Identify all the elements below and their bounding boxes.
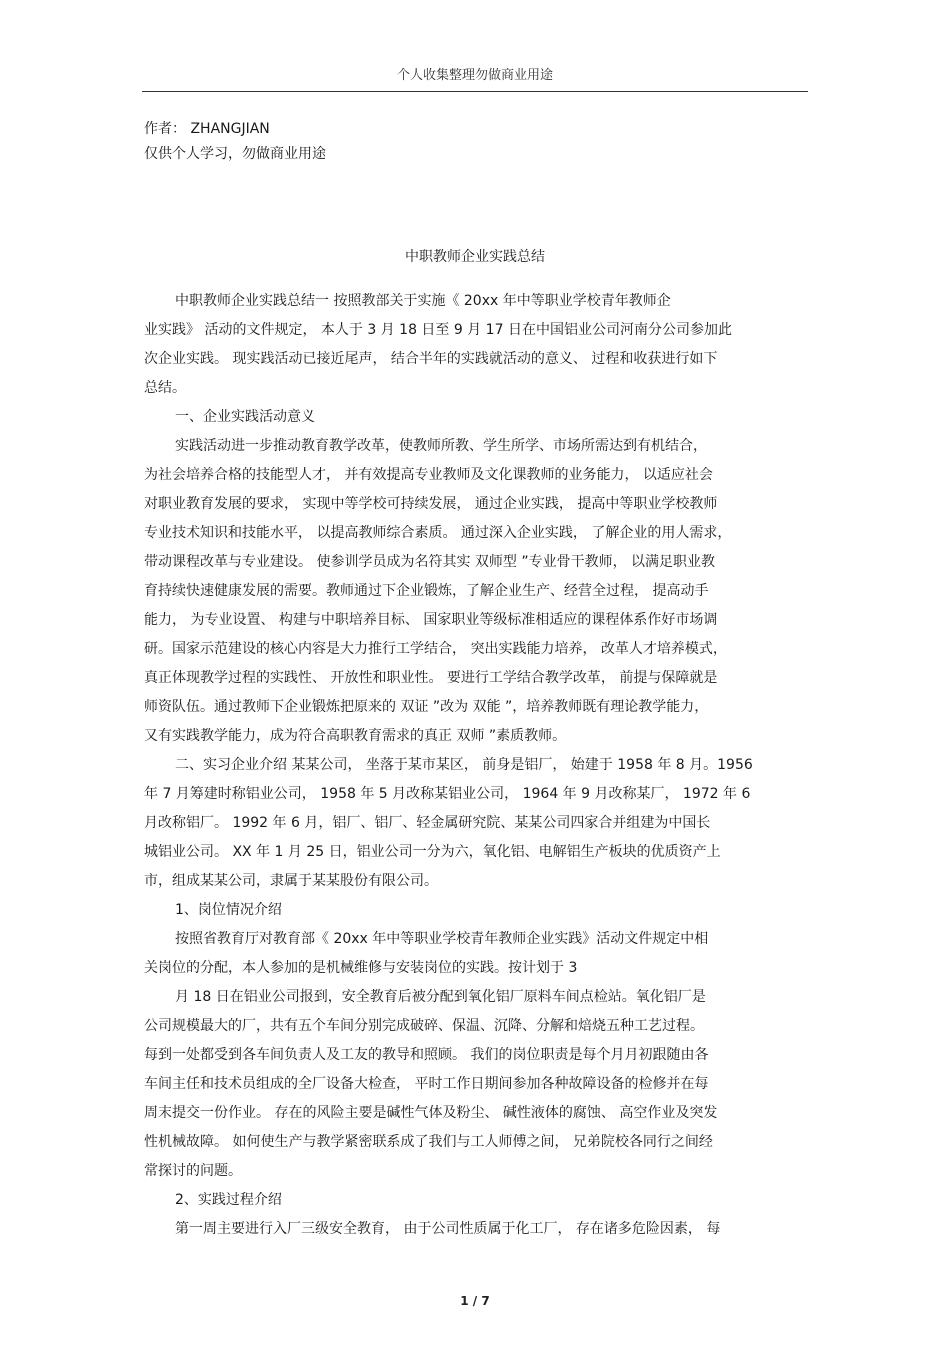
body-line: 车间主任和技术员组成的全厂设备大检查， 平时工作日期间参加各种故障设备的检修并在每 xyxy=(144,1076,709,1092)
body-line: 每到一处都受到各车间负责人及工友的教导和照顾。 我们的岗位职责是每个月月初跟随由各 xyxy=(144,1047,709,1063)
body-line: 城铝业公司。 XX 年 1 月 25 日，铝业公司一分为六，氧化铝、电解铝生产板块的优质资产上 xyxy=(144,844,721,860)
body-line: 业实践》 活动的文件规定， 本人于 3 月 18 日至 9 月 17 日在中国铝业公司河南分公司参加此 xyxy=(144,322,732,338)
author-line: 作者： ZHANGJIAN xyxy=(144,121,270,137)
body-line: 实践活动进一步推动教育教学改革，使教师所教、学生所学、市场所需达到有机结合， xyxy=(175,438,707,454)
body-line: 带动课程改革与专业建设。 使参训学员成为名符其实 双师型 ”专业骨干教师， 以满足职业教 xyxy=(144,554,716,570)
body-line: 第一周主要进行入厂三级安全教育， 由于公司性质属于化工厂， 存在诸多危险因素， 每 xyxy=(175,1221,721,1237)
subsection-heading: 2、实践过程介绍 xyxy=(175,1192,282,1208)
usage-note: 仅供个人学习，勿做商业用途 xyxy=(144,146,326,162)
section-heading: 二、实习企业介绍 某某公司， 坐落于某市某区， 前身是铝厂， 始建于 1958 年 8 月。1956 xyxy=(175,757,753,773)
body-line: 按照省教育厅对教育部《 20xx 年中等职业学校青年教师企业实践》活动文件规定中相 xyxy=(175,931,709,947)
body-line: 为社会培养合格的技能型人才， 并有效提高专业教师及文化课教师的业务能力， 以适应社会 xyxy=(144,467,713,483)
body-line: 师资队伍。通过教师下企业锻炼把原来的 双证 ”改为 双能 ”，培养教师既有理论教学能力， xyxy=(144,699,709,715)
document-body xyxy=(144,287,810,1244)
page-header: 个人收集整理勿做商业用途 xyxy=(396,68,553,83)
body-line: 又有实践教学能力，成为符合高职教育需求的真正 双师 ”素质教师。 xyxy=(144,728,567,744)
subsection-heading: 1、岗位情况介绍 xyxy=(175,902,282,918)
body-line: 性机械故障。 如何使生产与教学紧密联系成了我们与工人师傅之间， 兄弟院校各同行之间经 xyxy=(144,1134,713,1150)
header-divider xyxy=(142,91,808,92)
body-line: 市，组成某某公司，隶属于某某股份有限公司。 xyxy=(144,873,438,889)
body-line: 月改称铝厂。 1992 年 6 月，铝厂、铝厂、轻金属研究院、某某公司四家合并组建为中国长 xyxy=(144,815,711,831)
page-number: 1 / 7 xyxy=(460,1294,490,1308)
body-line: 周末提交一份作业。 存在的风险主要是碱性气体及粉尘、 碱性液体的腐蚀、 高空作业及突发 xyxy=(144,1105,718,1121)
body-line: 次企业实践。 现实践活动已接近尾声， 结合半年的实践就活动的意义、 过程和收获进行如下 xyxy=(144,351,718,367)
body-line: 月 18 日在铝业公司报到，安全教育后被分配到氧化铝厂原料车间点检站。氧化铝厂是 xyxy=(175,989,706,1005)
body-line: 研。国家示范建设的核心内容是大力推行工学结合， 突出实践能力培养， 改革人才培养模式， xyxy=(144,641,727,657)
body-line: 真正体现教学过程的实践性、 开放性和职业性。 要进行工学结合教学改革， 前提与保障就是 xyxy=(144,670,718,686)
body-line: 公司规模最大的厂，共有五个车间分别完成破碎、保温、沉降、分解和焙烧五种工艺过程。 xyxy=(144,1018,704,1034)
body-line: 年 7 月筹建时称铝业公司， 1958 年 5 月改称某铝业公司， 1964 年 9 月改称某厂， 1972 年 6 xyxy=(144,786,751,802)
body-line: 对职业教育发展的要求， 实现中等学校可持续发展， 通过企业实践， 提高中等职业学校教师 xyxy=(144,496,718,512)
section-heading: 一、企业实践活动意义 xyxy=(175,409,315,425)
body-line: 中职教师企业实践总结一 按照教部关于实施《 20xx 年中等职业学校青年教师企 xyxy=(175,293,671,309)
body-line: 常探讨的问题。 xyxy=(144,1163,242,1179)
body-line: 总结。 xyxy=(144,380,186,396)
body-line: 能力， 为专业设置、 构建与中职培养目标、 国家职业等级标准相适应的课程体系作好市场调 xyxy=(144,612,718,628)
body-line: 专业技术知识和技能水平， 以提高教师综合素质。 通过深入企业实践， 了解企业的用人需求， xyxy=(144,525,732,541)
body-line: 关岗位的分配，本人参加的是机械维修与安装岗位的实践。按计划于 3 xyxy=(144,960,578,976)
body-line: 育持续快速健康发展的需要。教师通过下企业锻炼，了解企业生产、经营全过程， 提高动手 xyxy=(144,583,709,599)
document-title: 中职教师企业实践总结 xyxy=(405,249,545,265)
